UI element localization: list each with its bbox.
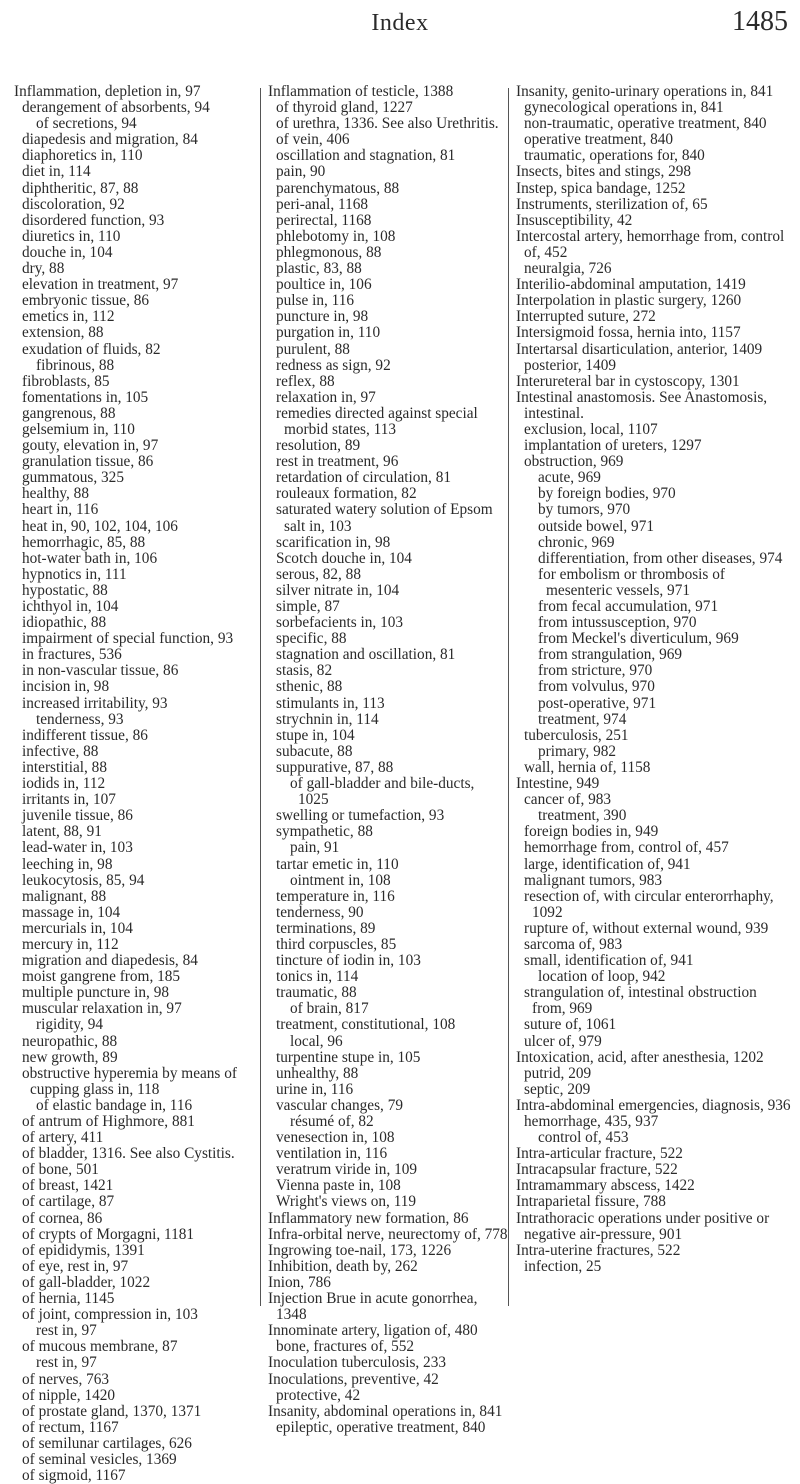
index-entry: strangulation of, intestinal obstruction from, 969	[524, 984, 757, 1018]
index-entry: Vienna paste in, 108	[276, 1177, 401, 1195]
index-entry: primary, 982	[538, 742, 617, 760]
index-entry: Intra-abdominal emergencies, diagnosis, 936	[516, 1096, 791, 1114]
index-entry: treatment, 974	[538, 710, 627, 728]
index-entry: tonics in, 114	[276, 968, 359, 986]
index-entry: of secretions, 94	[36, 115, 137, 133]
index-entry: stimulants in, 113	[276, 694, 385, 712]
index-entry: unhealthy, 88	[276, 1064, 359, 1082]
index-entry: wall, hernia of, 1158	[524, 758, 651, 776]
index-entry: sorbefacients in, 103	[276, 614, 404, 632]
index-entry: of vein, 406	[276, 131, 350, 149]
index-entry: pain, 90	[276, 163, 326, 181]
index-entry: retardation of circulation, 81	[276, 469, 451, 487]
index-entry: stasis, 82	[276, 662, 333, 680]
column-divider	[260, 88, 261, 1306]
index-entry: Inflammation of testicle, 1388	[268, 83, 454, 100]
index-entry: disordered function, 93	[22, 211, 165, 229]
index-entry: heart in, 116	[22, 501, 99, 519]
index-entry: Inoculation tuberculosis, 233	[268, 1354, 447, 1372]
index-entry: differentiation, from other diseases, 974	[538, 549, 783, 567]
index-entry: redness as sign, 92	[276, 356, 391, 374]
index-entry: diphtheritic, 87, 88	[22, 179, 139, 197]
index-entry: Inflammation, depletion in, 97	[14, 83, 201, 100]
index-entry: dry, 88	[22, 260, 65, 278]
index-entry: sympathetic, 88	[276, 823, 373, 841]
index-entry: Innominate artery, ligation of, 480	[268, 1322, 478, 1340]
index-entry: tuberculosis, 251	[524, 726, 629, 744]
index-entry: large, identification of, 941	[524, 855, 691, 873]
index-entry: of hernia, 1145	[22, 1290, 115, 1308]
index-entry: irritants in, 107	[22, 791, 116, 809]
index-entry: Intra-uterine fractures, 522	[516, 1241, 681, 1259]
index-entry: of thyroid gland, 1227	[276, 99, 413, 117]
index-entry: lead-water in, 103	[22, 839, 133, 857]
index-entry: Injection Brue in acute gonorrhea, 1348	[268, 1290, 478, 1324]
index-entry: purgation in, 110	[276, 324, 381, 342]
index-entry: of antrum of Highmore, 881	[22, 1113, 195, 1130]
index-entry: gummatous, 325	[22, 469, 124, 487]
index-entry: puncture in, 98	[276, 308, 369, 326]
index-entry: of bone, 501	[22, 1161, 99, 1179]
index-entry: foreign bodies in, 949	[524, 823, 659, 841]
index-column-2	[268, 83, 508, 1436]
index-entry: treatment, constitutional, 108	[276, 1016, 456, 1034]
index-entry: gynecological operations in, 841	[524, 99, 724, 117]
index-entry: sthenic, 88	[276, 678, 343, 696]
index-entry: implantation of ureters, 1297	[524, 437, 702, 455]
index-entry: oscillation and stagnation, 81	[276, 147, 456, 165]
index-entry: from volvulus, 970	[538, 678, 655, 696]
index-entry: douche in, 104	[22, 243, 113, 261]
index-entry: Insanity, genito-urinary operations in, 841	[516, 83, 774, 100]
index-entry: Instep, spica bandage, 1252	[516, 179, 686, 197]
index-entry: simple, 87	[276, 598, 340, 615]
index-entry: Inhibition, death by, 262	[268, 1257, 418, 1275]
index-entry: diaphoretics in, 110	[22, 147, 143, 165]
index-entry: rest in, 97	[36, 1322, 97, 1340]
index-entry: control of, 453	[538, 1129, 629, 1147]
index-entry: tincture of iodin in, 103	[276, 952, 421, 970]
index-entry: Ingrowing toe-nail, 173, 1226	[268, 1241, 452, 1259]
index-entry: extension, 88	[22, 324, 104, 342]
index-entry: of breast, 1421	[22, 1177, 114, 1195]
index-entry: Intra-articular fracture, 522	[516, 1145, 683, 1163]
index-column-1	[14, 83, 258, 1484]
index-entry: operative treatment, 840	[524, 131, 674, 149]
index-entry: ichthyol in, 104	[22, 598, 119, 615]
index-entry: resolution, 89	[276, 437, 361, 455]
index-entry: rest in, 97	[36, 1354, 97, 1372]
index-entry: of joint, compression in, 103	[22, 1306, 198, 1324]
index-entry: sarcoma of, 983	[524, 935, 623, 953]
index-entry: pulse in, 116	[276, 292, 355, 310]
index-entry: by foreign bodies, 970	[538, 485, 676, 503]
index-entry: of artery, 411	[22, 1129, 104, 1147]
index-entry: diuretics in, 110	[22, 227, 121, 245]
index-entry: swelling or tumefaction, 93	[276, 807, 445, 825]
index-entry: of elastic bandage in, 116	[36, 1096, 193, 1114]
index-entry: saturated watery solution of Epsom salt in, 103	[276, 501, 493, 535]
index-entry: specific, 88	[276, 630, 347, 648]
page-title: Index	[371, 10, 429, 36]
index-entry: of cartilage, 87	[22, 1193, 115, 1211]
index-entry: of semilunar cartilages, 626	[22, 1434, 192, 1452]
index-entry: suppurative, 87, 88	[276, 758, 394, 776]
index-entry: temperature in, 116	[276, 887, 395, 905]
index-entry: gouty, elevation in, 97	[22, 437, 159, 455]
index-entry: poultice in, 106	[276, 276, 372, 294]
index-entry: infection, 25	[524, 1257, 602, 1275]
index-entry: epileptic, operative treatment, 840	[276, 1418, 486, 1436]
index-entry: scarification in, 98	[276, 533, 391, 551]
index-entry: strychnin in, 114	[276, 710, 379, 728]
index-entry: of gall-bladder and bile-ducts, 1025	[290, 775, 475, 809]
index-entry: leukocytosis, 85, 94	[22, 871, 145, 889]
index-entry: veratrum viride in, 109	[276, 1161, 418, 1179]
index-entry: Interpolation in plastic surgery, 1260	[516, 292, 742, 310]
index-entry: tartar emetic in, 110	[276, 855, 399, 873]
index-entry: of seminal vesicles, 1369	[22, 1450, 177, 1468]
index-entry: pain, 91	[290, 839, 340, 857]
index-entry: emetics in, 112	[22, 308, 115, 326]
index-entry: malignant, 88	[22, 887, 107, 905]
index-entry: traumatic, operations for, 840	[524, 147, 705, 165]
index-entry: resection of, with circular enterorrhaphy, 1092	[524, 887, 774, 921]
index-entry: of crypts of Morgagni, 1181	[22, 1225, 195, 1243]
index-entry: rouleaux formation, 82	[276, 485, 417, 503]
index-entry: diet in, 114	[22, 163, 91, 181]
index-entry: stupe in, 104	[276, 726, 355, 744]
index-entry: exudation of fluids, 82	[22, 340, 161, 358]
index-entry: traumatic, 88	[276, 984, 357, 1002]
index-entry: discoloration, 92	[22, 195, 125, 213]
index-entry: hemorrhage, 435, 937	[524, 1113, 659, 1130]
index-entry: of brain, 817	[290, 1000, 369, 1018]
index-entry: phlegmonous, 88	[276, 243, 382, 261]
index-entry: purulent, 88	[276, 340, 350, 358]
index-entry: malignant tumors, 983	[524, 871, 663, 889]
index-entry: cancer of, 983	[524, 791, 612, 809]
index-entry: treatment, 390	[538, 807, 627, 825]
index-entry: putrid, 209	[524, 1064, 592, 1082]
index-entry: increased irritability, 93	[22, 694, 168, 712]
index-entry: embryonic tissue, 86	[22, 292, 150, 310]
index-entry: résumé of, 82	[290, 1113, 374, 1130]
index-entry: acute, 969	[538, 469, 601, 487]
index-entry: fibrinous, 88	[36, 356, 115, 374]
index-entry: incision in, 98	[22, 678, 110, 696]
index-entry: tenderness, 90	[276, 903, 364, 921]
index-entry: outside bowel, 971	[538, 517, 654, 535]
index-entry: turpentine stupe in, 105	[276, 1048, 421, 1066]
index-entry: vascular changes, 79	[276, 1096, 403, 1114]
index-entry: hemorrhage from, control of, 457	[524, 839, 729, 857]
index-entry: urine in, 116	[276, 1080, 354, 1098]
index-entry: granulation tissue, 86	[22, 453, 154, 471]
index-entry: migration and diapedesis, 84	[22, 952, 198, 970]
index-entry: location of loop, 942	[538, 968, 666, 986]
index-entry: of bladder, 1316. See also Cystitis.	[22, 1145, 235, 1163]
index-entry: rigidity, 94	[36, 1016, 103, 1034]
index-entry: of rectum, 1167	[22, 1418, 119, 1436]
index-entry: Intercostal artery, hemorrhage from, control of, 452	[516, 227, 785, 261]
index-entry: by tumors, 970	[538, 501, 631, 519]
index-entry: Intracapsular fracture, 522	[516, 1161, 678, 1179]
index-entry: serous, 82, 88	[276, 565, 361, 583]
index-entry: bone, fractures of, 552	[276, 1338, 415, 1356]
index-entry: ventilation in, 116	[276, 1145, 388, 1163]
index-entry: infective, 88	[22, 742, 99, 760]
index-entry: of urethra, 1336. See also Urethritis.	[276, 115, 499, 133]
index-entry: of nipple, 1420	[22, 1386, 116, 1404]
index-entry: chronic, 969	[538, 533, 615, 551]
index-entry: new growth, 89	[22, 1048, 118, 1066]
index-entry: third corpuscles, 85	[276, 935, 397, 953]
index-entry: remedies directed against special morbid states, 113	[276, 404, 478, 438]
index-entry: gelsemium in, 110	[22, 420, 135, 438]
index-entry: multiple puncture in, 98	[22, 984, 169, 1002]
index-entry: Inion, 786	[268, 1273, 331, 1291]
index-entry: idiopathic, 88	[22, 614, 107, 632]
index-entry: venesection in, 108	[276, 1129, 395, 1147]
index-entry: from Meckel's diverticulum, 969	[538, 630, 739, 648]
index-entry: exclusion, local, 1107	[524, 420, 658, 438]
index-entry: Inoculations, preventive, 42	[268, 1370, 439, 1388]
index-entry: Scotch douche in, 104	[276, 549, 412, 567]
index-entry: indifferent tissue, 86	[22, 726, 148, 744]
index-entry: Instruments, sterilization of, 65	[516, 195, 708, 213]
index-entry: reflex, 88	[276, 372, 335, 390]
index-entry: Insects, bites and stings, 298	[516, 163, 692, 181]
index-entry: rest in treatment, 96	[276, 453, 399, 471]
index-entry: neuralgia, 726	[524, 260, 612, 278]
index-entry: juvenile tissue, 86	[22, 807, 133, 825]
index-entry: Insusceptibility, 42	[516, 211, 633, 229]
index-entry: silver nitrate in, 104	[276, 581, 400, 599]
index-entry: Insanity, abdominal operations in, 841	[268, 1402, 503, 1420]
index-entry: of cornea, 86	[22, 1209, 103, 1227]
index-entry: hemorrhagic, 85, 88	[22, 533, 146, 551]
index-entry: Intrathoracic operations under positive or negative air-pressure, 901	[516, 1209, 770, 1243]
index-entry: suture of, 1061	[524, 1016, 617, 1034]
index-entry: elevation in treatment, 97	[22, 276, 179, 294]
index-entry: mercurials in, 104	[22, 919, 133, 937]
index-entry: from fecal accumulation, 971	[538, 598, 719, 615]
index-entry: hot-water bath in, 106	[22, 549, 158, 567]
index-entry: ointment in, 108	[290, 871, 391, 889]
column-divider	[508, 88, 509, 1306]
index-entry: Intraparietal fissure, 788	[516, 1193, 666, 1211]
index-entry: ulcer of, 979	[524, 1032, 602, 1050]
index-entry: neuropathic, 88	[22, 1032, 118, 1050]
index-entry: small, identification of, 941	[524, 952, 694, 970]
index-entry: healthy, 88	[22, 485, 89, 503]
index-entry: peri-anal, 1168	[276, 195, 369, 213]
index-entry: mercury in, 112	[22, 935, 119, 953]
index-entry: Intramammary abscess, 1422	[516, 1177, 695, 1195]
index-entry: in fractures, 536	[22, 646, 122, 664]
index-entry: gangrenous, 88	[22, 404, 116, 422]
index-entry: derangement of absorbents, 94	[22, 99, 210, 117]
index-entry: of gall-bladder, 1022	[22, 1273, 151, 1291]
index-entry: hypostatic, 88	[22, 581, 108, 599]
index-entry: muscular relaxation in, 97	[22, 1000, 182, 1018]
index-entry: stagnation and oscillation, 81	[276, 646, 456, 664]
index-entry: of epididymis, 1391	[22, 1241, 145, 1259]
index-entry: septic, 209	[524, 1080, 591, 1098]
index-entry: Intoxication, acid, after anesthesia, 1202	[516, 1048, 764, 1066]
index-entry: Intersigmoid fossa, hernia into, 1157	[516, 324, 741, 342]
index-entry: Interilio-abdominal amputation, 1419	[516, 276, 746, 294]
index-entry: rupture of, without external wound, 939	[524, 919, 769, 937]
index-entry: diapedesis and migration, 84	[22, 131, 198, 149]
index-entry: for embolism or thrombosis of mesenteric vessels, 971	[538, 565, 725, 599]
index-entry: iodids in, 112	[22, 775, 106, 793]
page-number: 1485	[732, 6, 788, 37]
index-entry: obstruction, 969	[524, 453, 624, 471]
index-entry: from intussusception, 970	[538, 614, 697, 632]
index-entry: of mucous membrane, 87	[22, 1338, 178, 1356]
index-entry: local, 96	[290, 1032, 343, 1050]
index-entry: Intestinal anastomosis. See Anastomosis, intestinal.	[516, 388, 768, 422]
index-entry: Inflammatory new formation, 86	[268, 1209, 469, 1227]
index-entry: fibroblasts, 85	[22, 372, 110, 390]
index-entry: massage in, 104	[22, 903, 121, 921]
index-entry: interstitial, 88	[22, 758, 107, 776]
index-entry: Interrupted suture, 272	[516, 308, 656, 326]
index-entry: fomentations in, 105	[22, 388, 149, 406]
index-entry: of prostate gland, 1370, 1371	[22, 1402, 202, 1420]
index-entry: Intestine, 949	[516, 775, 600, 793]
index-entry: in non-vascular tissue, 86	[22, 662, 179, 680]
index-entry: non-traumatic, operative treatment, 840	[524, 115, 767, 133]
index-entry: Wright's views on, 119	[276, 1193, 417, 1211]
index-entry: post-operative, 971	[538, 694, 657, 712]
index-entry: moist gangrene from, 185	[22, 968, 181, 986]
index-entry: obstructive hyperemia by means of cupping glass in, 118	[22, 1064, 237, 1098]
index-entry: hypnotics in, 111	[22, 565, 127, 583]
index-entry: parenchymatous, 88	[276, 179, 400, 197]
index-entry: posterior, 1409	[524, 356, 617, 374]
index-entry: of eye, rest in, 97	[22, 1257, 129, 1275]
index-entry: latent, 88, 91	[22, 823, 102, 841]
index-entry: of sigmoid, 1167	[22, 1467, 126, 1484]
index-entry: subacute, 88	[276, 742, 353, 760]
index-entry: perirectal, 1168	[276, 211, 372, 229]
index-entry: from strangulation, 969	[538, 646, 683, 664]
index-entry: relaxation in, 97	[276, 388, 376, 406]
index-entry: impairment of special function, 93	[22, 630, 234, 648]
index-entry: terminations, 89	[276, 919, 376, 937]
index-entry: phlebotomy in, 108	[276, 227, 396, 245]
index-entry: Intertarsal disarticulation, anterior, 1409	[516, 340, 763, 358]
index-entry: heat in, 90, 102, 104, 106	[22, 517, 178, 535]
index-entry: plastic, 83, 88	[276, 260, 362, 278]
index-entry: leeching in, 98	[22, 855, 113, 873]
index-entry: tenderness, 93	[36, 710, 124, 728]
index-entry: of nerves, 763	[22, 1370, 110, 1388]
index-entry: from stricture, 970	[538, 662, 653, 680]
index-entry: Infra-orbital nerve, neurectomy of, 778	[268, 1225, 508, 1243]
index-column-3	[516, 84, 794, 1309]
index-entry: Interureteral bar in cystoscopy, 1301	[516, 372, 740, 390]
index-entry: protective, 42	[276, 1386, 361, 1404]
